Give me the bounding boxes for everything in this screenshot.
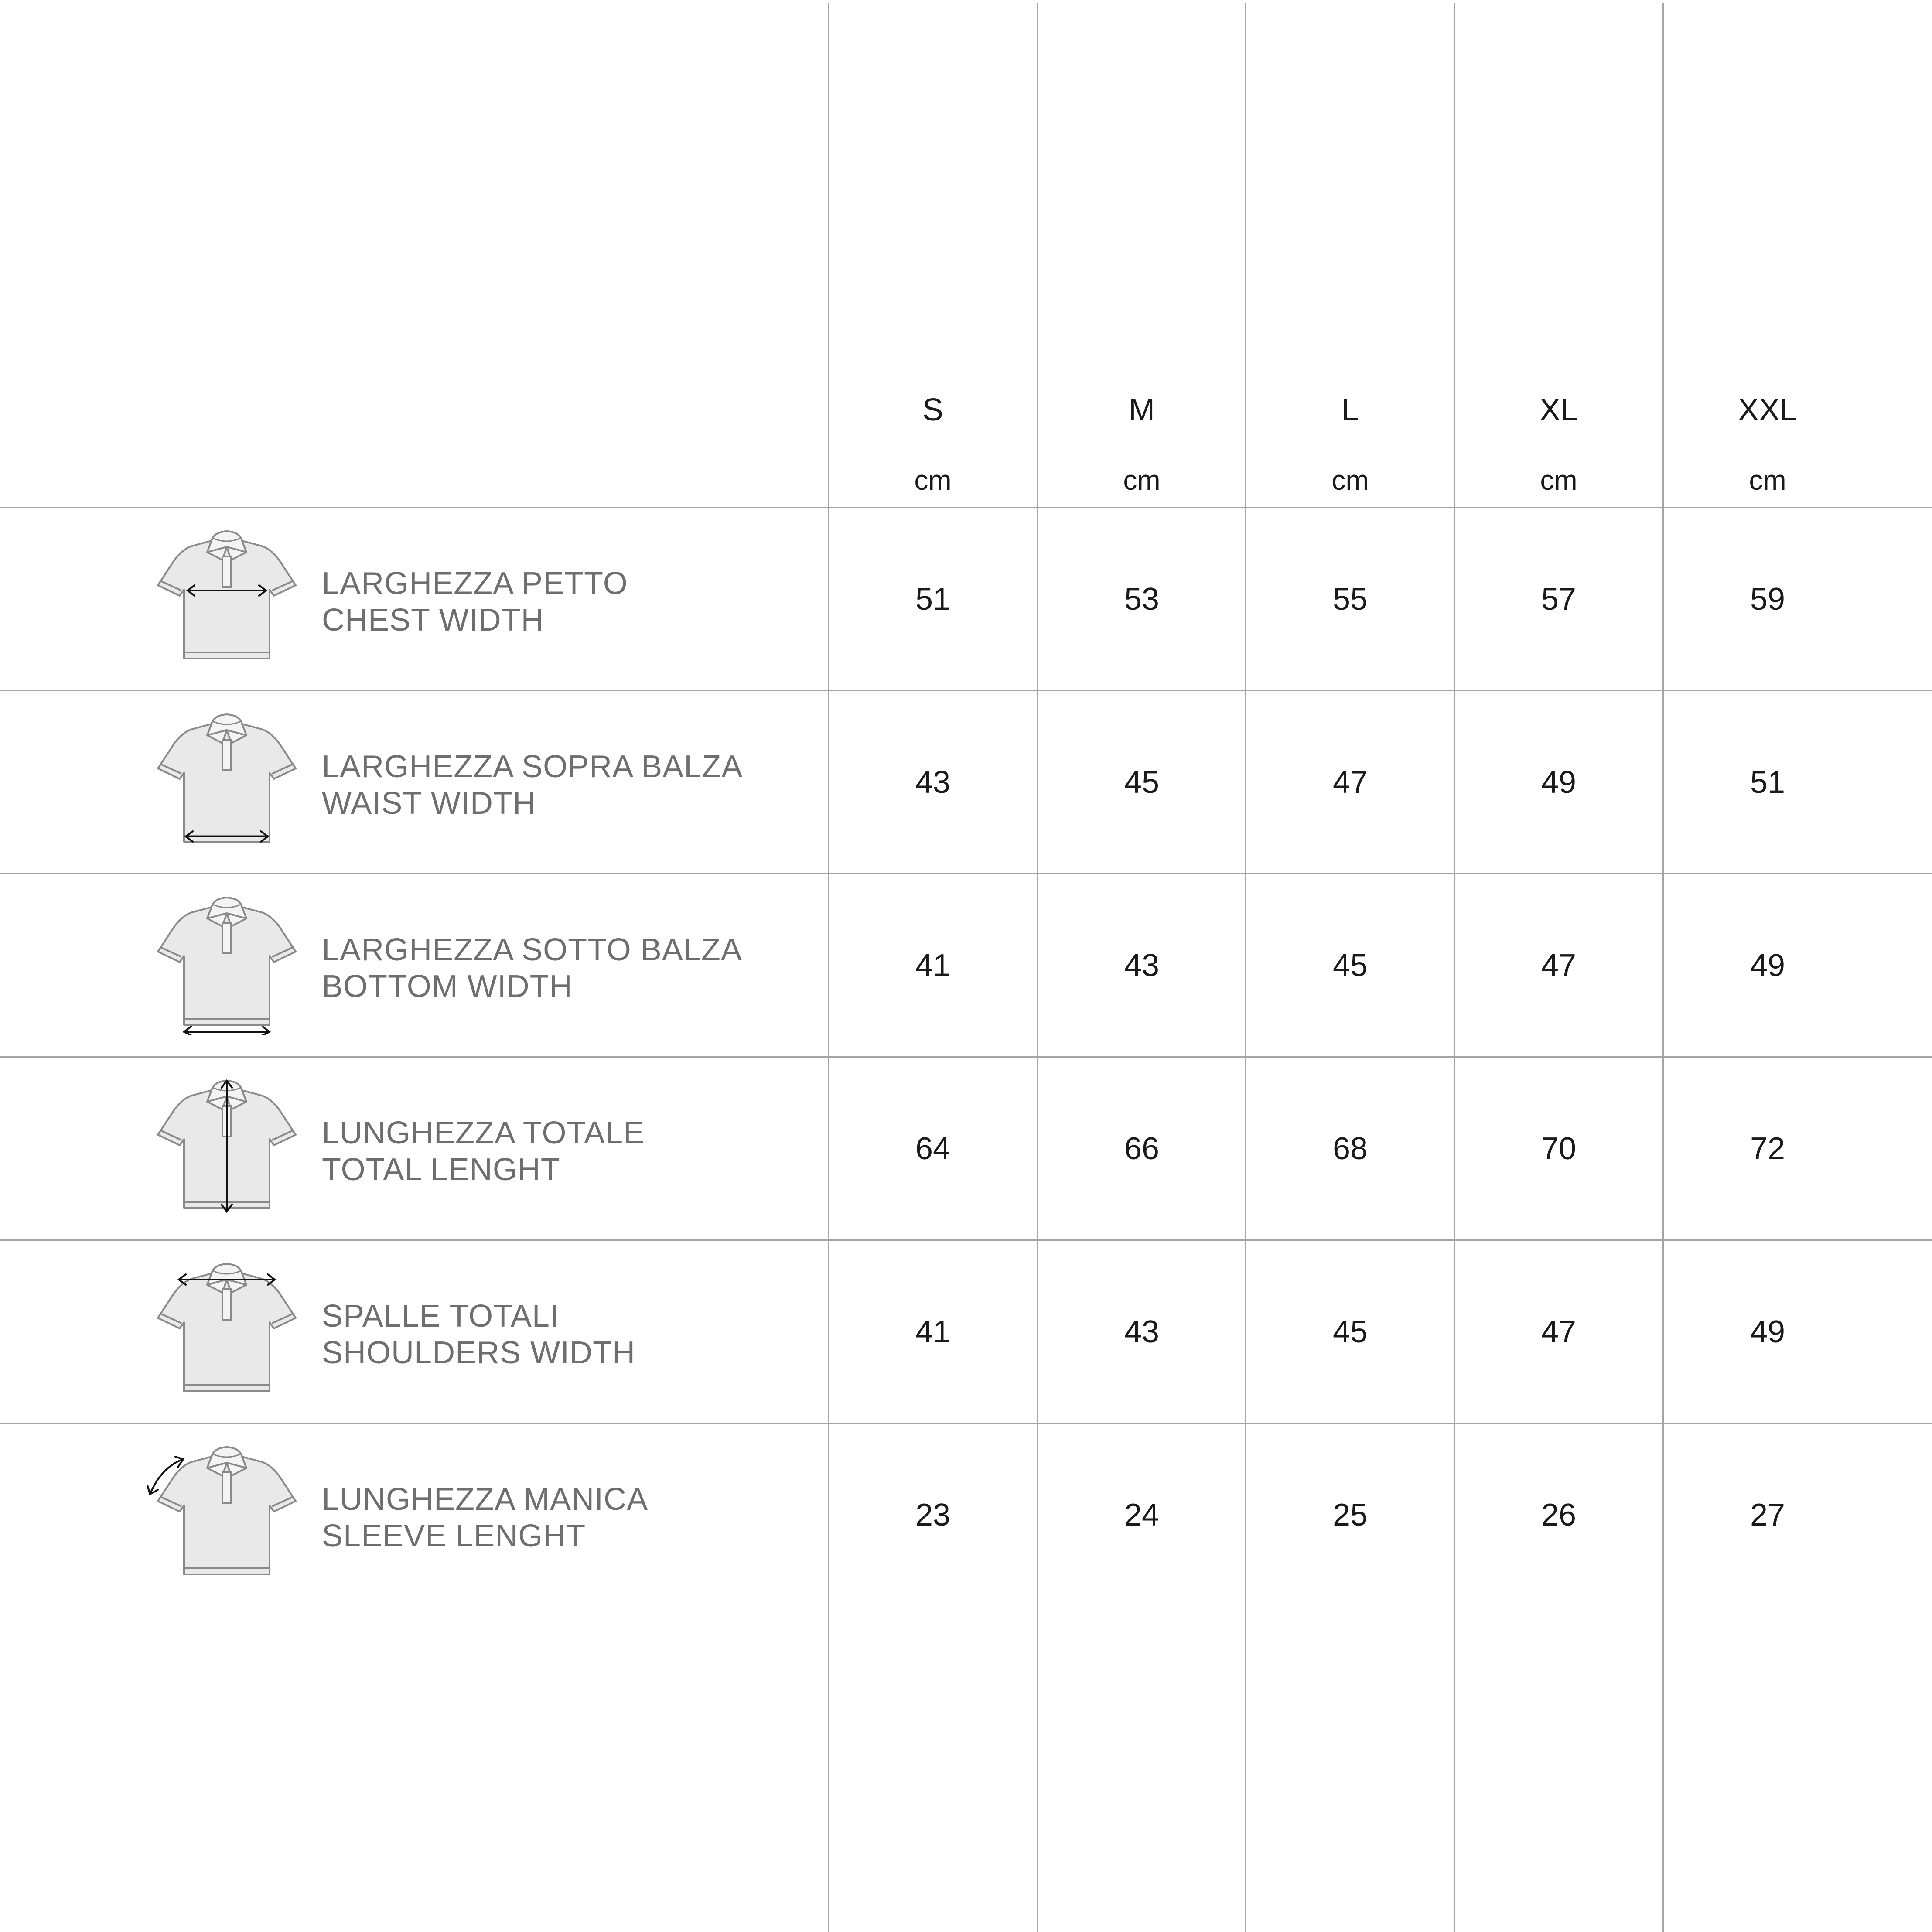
value-cell-s: 41 bbox=[915, 1314, 951, 1349]
value-cell-s: 23 bbox=[915, 1498, 951, 1533]
measurement-label bbox=[322, 1481, 802, 1554]
label-english: BOTTOM WIDTH bbox=[322, 969, 573, 1004]
value-cell-m: 43 bbox=[1124, 1314, 1160, 1349]
measurement-row-bottom-width bbox=[0, 874, 1932, 1057]
value-cell-xxl: 49 bbox=[1750, 948, 1785, 983]
measurement-row-chest-width bbox=[0, 508, 1932, 691]
value-cell-xl: 49 bbox=[1541, 765, 1577, 800]
value-cell-xxl: 51 bbox=[1750, 765, 1785, 800]
value-cell-m: 43 bbox=[1124, 948, 1160, 983]
label-italian: SPALLE TOTALI bbox=[322, 1299, 559, 1334]
value-cell-xxl: 49 bbox=[1750, 1314, 1785, 1349]
polo-chest-width-icon bbox=[157, 529, 297, 669]
measurement-row-sleeve-length bbox=[0, 1423, 1932, 1607]
value-cell-s: 64 bbox=[915, 1131, 951, 1166]
measurement-label bbox=[322, 565, 802, 638]
value-cell-m: 45 bbox=[1124, 765, 1160, 800]
label-english: SHOULDERS WIDTH bbox=[322, 1335, 636, 1370]
value-cell-s: 41 bbox=[915, 948, 951, 983]
value-cell-l: 45 bbox=[1332, 948, 1368, 983]
label-italian: LARGHEZZA SOTTO BALZA bbox=[322, 932, 742, 967]
label-english: WAIST WIDTH bbox=[322, 786, 536, 821]
unit-label-l: cm bbox=[1331, 464, 1369, 496]
polo-sleeve-length-icon bbox=[157, 1445, 297, 1585]
label-english: CHEST WIDTH bbox=[322, 603, 544, 638]
value-cell-l: 25 bbox=[1332, 1498, 1368, 1533]
value-cell-xxl: 59 bbox=[1750, 582, 1785, 617]
value-cell-l: 68 bbox=[1332, 1131, 1368, 1166]
value-cell-m: 53 bbox=[1124, 582, 1160, 617]
size-label-xl: XL bbox=[1539, 393, 1578, 427]
value-cell-xl: 70 bbox=[1541, 1131, 1577, 1166]
value-cell-s: 43 bbox=[915, 765, 951, 800]
polo-total-length-icon bbox=[157, 1079, 297, 1219]
unit-label-xxl: cm bbox=[1749, 464, 1786, 496]
measurement-label bbox=[322, 1115, 802, 1188]
unit-label-m: cm bbox=[1123, 464, 1161, 496]
measurement-label bbox=[322, 748, 802, 822]
value-cell-xl: 26 bbox=[1541, 1498, 1577, 1533]
value-cell-xl: 57 bbox=[1541, 582, 1577, 617]
measurement-row-shoulders-width bbox=[0, 1240, 1932, 1423]
value-cell-l: 45 bbox=[1332, 1314, 1368, 1349]
label-italian: LARGHEZZA PETTO bbox=[322, 566, 628, 601]
measurement-row-total-length bbox=[0, 1057, 1932, 1240]
value-cell-xxl: 72 bbox=[1750, 1131, 1785, 1166]
unit-label-s: cm bbox=[914, 464, 952, 496]
polo-waist-width-icon bbox=[157, 713, 297, 852]
label-italian: LUNGHEZZA MANICA bbox=[322, 1482, 649, 1517]
measurement-label bbox=[322, 932, 802, 1005]
value-cell-xl: 47 bbox=[1541, 1314, 1577, 1349]
value-cell-s: 51 bbox=[915, 582, 951, 617]
size-label-s: S bbox=[922, 393, 944, 427]
value-cell-m: 66 bbox=[1124, 1131, 1160, 1166]
label-english: TOTAL LENGHT bbox=[322, 1152, 560, 1187]
size-label-xxl: XXL bbox=[1737, 393, 1798, 427]
unit-label-xl: cm bbox=[1540, 464, 1577, 496]
size-label-m: M bbox=[1129, 393, 1155, 427]
measurement-row-waist-width bbox=[0, 691, 1932, 874]
measurement-label bbox=[322, 1298, 802, 1371]
value-cell-l: 47 bbox=[1332, 765, 1368, 800]
label-italian: LARGHEZZA SOPRA BALZA bbox=[322, 749, 743, 784]
value-cell-m: 24 bbox=[1124, 1498, 1160, 1533]
value-cell-l: 55 bbox=[1332, 582, 1368, 617]
size-label-l: L bbox=[1341, 393, 1359, 427]
value-cell-xxl: 27 bbox=[1750, 1498, 1785, 1533]
polo-bottom-width-icon bbox=[157, 896, 297, 1035]
value-cell-xl: 47 bbox=[1541, 948, 1577, 983]
label-english: SLEEVE LENGHT bbox=[322, 1519, 586, 1553]
polo-shoulders-width-icon bbox=[157, 1262, 297, 1402]
label-italian: LUNGHEZZA TOTALE bbox=[322, 1116, 645, 1150]
